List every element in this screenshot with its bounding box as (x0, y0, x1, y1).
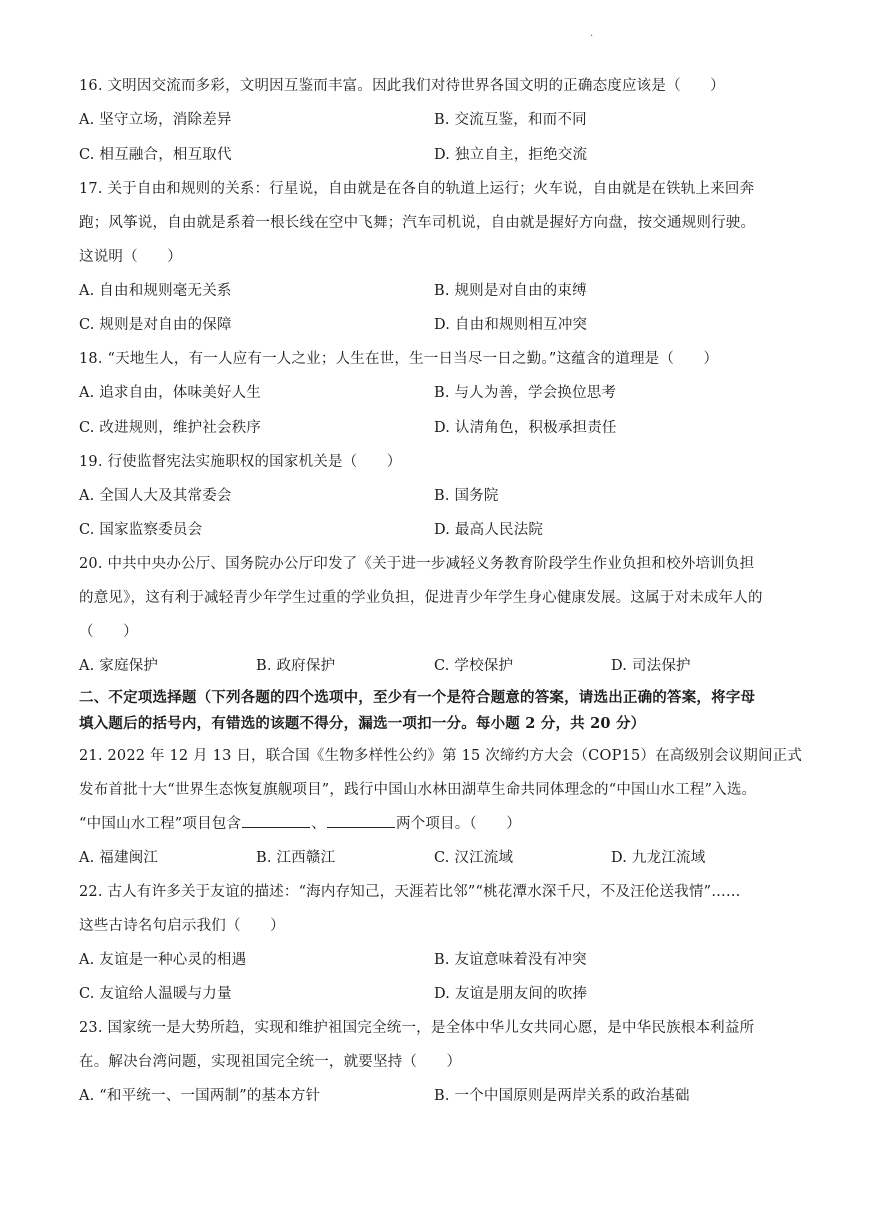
q21-stem3-part-a: “中国山水工程”项目包含 (79, 816, 242, 832)
answer-blank-2 (327, 815, 395, 828)
q19-option-a: A. 全国人大及其常委会 (79, 488, 232, 504)
q18-option-c: C. 改进规则，维护社会秩序 (79, 420, 262, 436)
q22-option-d: D. 友谊是朋友间的吹捧 (434, 986, 588, 1002)
question-20-stem-line3: （ ） (79, 624, 138, 640)
answer-blank-1 (242, 815, 310, 828)
q22-option-a: A. 友谊是一种心灵的相遇 (79, 952, 247, 968)
q17-option-c: C. 规则是对自由的保障 (79, 317, 232, 333)
question-22-stem-line1: 22. 古人有许多关于友谊的描述：“海内存知己，天涯若比邻”“桃花潭水深千尺，不及汪伦送我情”…… (79, 884, 741, 900)
question-18-stem: 18. “天地生人，有一人应有一人之业；人生在世，生一日当尽一日之勤。”这蕴含的道理是（ ） (79, 351, 719, 367)
q21-stem3-part-b: 、 (311, 816, 326, 832)
q16-option-a: A. 坚守立场，消除差异 (79, 112, 232, 128)
q23-option-b: B. 一个中国原则是两岸关系的政治基础 (434, 1088, 690, 1104)
q20-option-d: D. 司法保护 (611, 658, 691, 674)
question-19-stem: 19. 行使监督宪法实施职权的国家机关是（ ） (79, 454, 402, 470)
q21-option-c: C. 汉江流域 (434, 850, 514, 866)
question-16-stem: 16. 文明因交流而多彩，文明因互鉴而丰富。因此我们对待世界各国文明的正确态度应该是（ ） (79, 78, 725, 94)
section-2-heading-line2: 填入题后的括号内，有错选的该题不得分，漏选一项扣一分。每小题 2 分，共 20 分） (79, 715, 646, 732)
q16-option-b: B. 交流互鉴，和而不同 (434, 112, 587, 128)
q19-option-c: C. 国家监察委员会 (79, 522, 203, 538)
q21-option-d: D. 九龙江流域 (611, 850, 706, 866)
q18-option-d: D. 认清角色，积极承担责任 (434, 420, 617, 436)
question-17-stem-line2: 跑；风筝说，自由就是系着一根长线在空中飞舞；汽车司机说，自由就是握好方向盘，按交通规则行驶。 (79, 215, 756, 231)
q19-option-d: D. 最高人民法院 (434, 522, 544, 538)
q18-option-b: B. 与人为善，学会换位思考 (434, 385, 617, 401)
section-2-heading-line1: 二、不定项选择题（下列各题的四个选项中，至少有一个是符合题意的答案，请选出正确的答案，将字母 (79, 689, 756, 706)
question-23-stem-line1: 23. 国家统一是大势所趋，实现和维护祖国完全统一，是全体中华儿女共同心愿，是中华民族根本利益所 (79, 1020, 755, 1036)
question-17-stem-line3: 这说明（ ） (79, 249, 182, 265)
q23-option-a: A. “和平统一、一国两制”的基本方针 (79, 1088, 321, 1104)
question-21-stem-line1: 21. 2022 年 12 月 13 日，联合国《生物多样性公约》第 15 次缔约方大会（COP15）在高级别会议期间正式 (79, 748, 803, 764)
question-20-stem-line2: 的意见》，这有利于减轻青少年学生过重的学业负担，促进青少年学生身心健康发展。这属于对未成年人的 (79, 590, 763, 606)
q18-option-a: A. 追求自由，体味美好人生 (79, 385, 261, 401)
question-20-stem-line1: 20. 中共中央办公厅、国务院办公厅印发了《关于进一步减轻义务教育阶段学生作业负担和校外培训负担 (79, 556, 755, 572)
q20-option-c: C. 学校保护 (434, 658, 514, 674)
question-23-stem-line2: 在。解决台湾问题，实现祖国完全统一，就要坚持（ ） (79, 1054, 462, 1070)
q19-option-b: B. 国务院 (434, 488, 499, 504)
q21-option-b: B. 江西赣江 (256, 850, 336, 866)
q17-option-b: B. 规则是对自由的束缚 (434, 283, 587, 299)
q22-option-c: C. 友谊给人温暖与力量 (79, 986, 232, 1002)
q16-option-d: D. 独立自主，拒绝交流 (434, 147, 588, 163)
q21-stem3-part-c: 两个项目。（ ） (395, 816, 521, 832)
q17-option-d: D. 自由和规则相互冲突 (434, 317, 588, 333)
q22-option-b: B. 友谊意味着没有冲突 (434, 952, 587, 968)
question-17-stem-line1: 17. 关于自由和规则的关系：行星说，自由就是在各自的轨道上运行；火车说，自由就是在铁轨上来回奔 (79, 181, 755, 197)
question-21-stem-line3 (79, 812, 521, 833)
q21-option-a: A. 福建闽江 (79, 850, 159, 866)
q17-option-a: A. 自由和规则毫无关系 (79, 283, 232, 299)
q16-option-c: C. 相互融合，相互取代 (79, 147, 232, 163)
question-22-stem-line2: 这些古诗名句启示我们（ ） (79, 918, 285, 934)
header-mark: . (590, 28, 594, 39)
q20-option-b: B. 政府保护 (256, 658, 336, 674)
question-21-stem-line2: 发布首批十大“世界生态恢复旗舰项目”，践行中国山水林田湖草生命共同体理念的“中国山水工程”入选。 (79, 782, 757, 798)
q20-option-a: A. 家庭保护 (79, 658, 159, 674)
